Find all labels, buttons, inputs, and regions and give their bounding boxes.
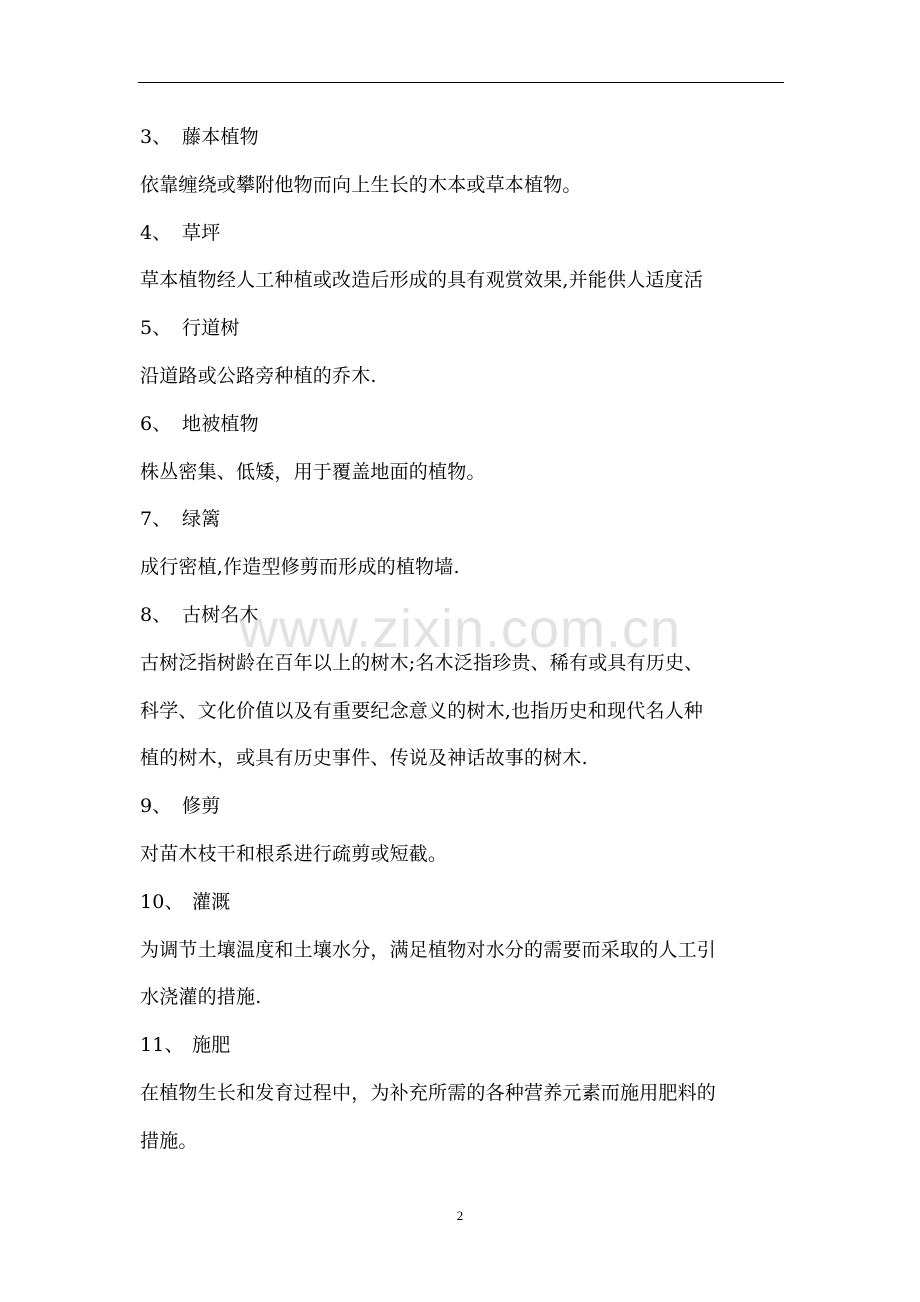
term-definition: 措施。: [140, 1129, 198, 1152]
term-definition: 株丛密集、低矮，用于覆盖地面的植物。: [140, 460, 486, 483]
term-definition: 对苗木枝干和根系进行疏剪或短截。: [140, 842, 448, 865]
term-title: 施肥: [192, 1034, 231, 1057]
term-heading: [140, 401, 790, 449]
term-title: 灌溉: [192, 890, 231, 913]
page-number: 2: [456, 1208, 464, 1223]
term-number: 6、: [140, 412, 172, 435]
term-number: 5、: [140, 317, 172, 340]
term-heading: [140, 114, 790, 162]
term-heading: [140, 592, 790, 640]
term-title: 修剪: [182, 795, 221, 818]
header-rule: [138, 82, 784, 83]
term-definition: 水浇灌的措施.: [140, 986, 262, 1009]
term-title: 草坪: [182, 221, 221, 244]
term-heading: [140, 1022, 790, 1070]
term-heading: [140, 496, 790, 544]
term-number: 8、: [140, 603, 172, 626]
term-number: 3、: [140, 126, 172, 148]
term-number: 7、: [140, 508, 172, 531]
term-number: 11、: [140, 1034, 184, 1057]
term-definition: 古树泛指树龄在百年以上的树木;名木泛指珍贵、稀有或具有历史、: [140, 651, 704, 674]
term-title: 地被植物: [182, 412, 259, 435]
term-definition: 依靠缠绕或攀附他物而向上生长的木本或草本植物。: [140, 173, 582, 196]
term-definition: 沿道路或公路旁种植的乔木.: [140, 364, 377, 387]
term-title: 绿篱: [182, 508, 221, 531]
term-definition: 为调节土壤温度和土壤水分，满足植物对水分的需要而采取的人工引: [140, 938, 717, 961]
term-number: 4、: [140, 221, 172, 244]
term-definition: 在植物生长和发育过程中，为补充所需的各种营养元素而施用肥料的: [140, 1081, 717, 1104]
term-definition: 植的树木，或具有历史事件、传说及神话故事的树木.: [140, 747, 588, 770]
term-heading: [140, 879, 790, 927]
term-heading: [140, 210, 790, 258]
term-definition: 成行密植,作造型修剪而形成的植物墙.: [140, 556, 460, 579]
term-definition: 科学、文化价值以及有重要纪念意义的树木,也指历史和现代名人种: [140, 699, 704, 722]
term-title: 古树名木: [182, 603, 259, 626]
watermark: www.zixin.com.cn: [238, 599, 682, 659]
term-number: 9、: [140, 795, 172, 818]
term-heading: [140, 305, 790, 353]
term-title: 行道树: [182, 317, 240, 340]
document-body: [140, 114, 790, 1166]
term-heading: [140, 783, 790, 831]
term-number: 10、: [140, 890, 184, 913]
term-definition: 草本植物经人工种植或改造后形成的具有观赏效果,并能供人适度活: [140, 269, 704, 292]
term-title: 藤本植物: [182, 126, 259, 148]
